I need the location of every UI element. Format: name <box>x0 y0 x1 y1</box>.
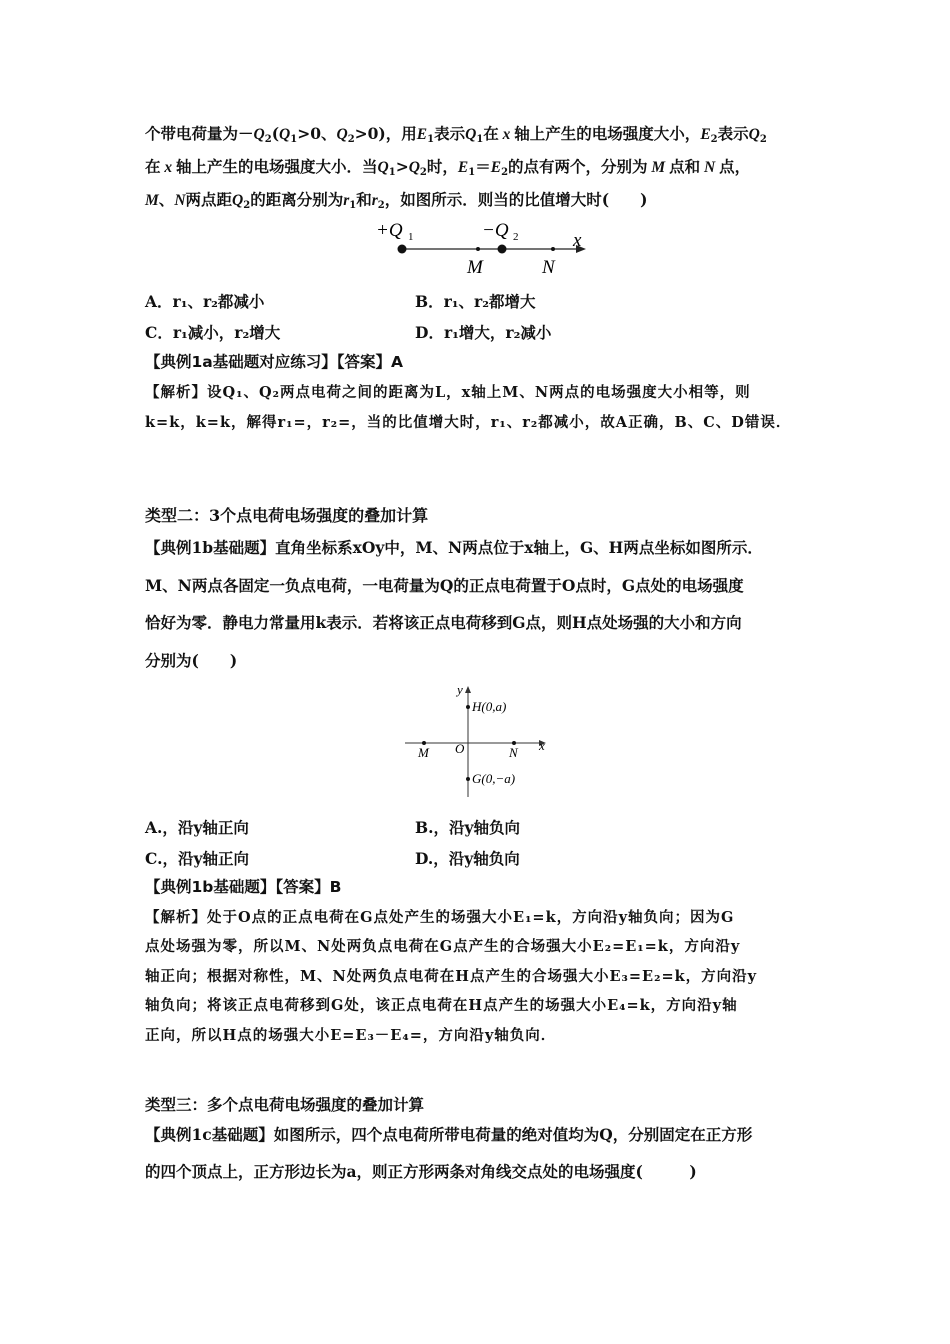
label-n: N <box>542 257 555 278</box>
text-line: 个带电荷量为$-Q_2(Q_1>0$、$Q_2>0$)，用$E_1$表示$Q_1$在 x 轴上产生的电场强度大小，$E_2$表示$Q_2$ <box>145 124 767 145</box>
text-line: M、N两点距$Q_2$的距离分别为$r_1$和$r_2$，如图所示．则当的比值增大时( ) <box>145 190 648 211</box>
analysis-line: 轴正向；根据对称性，M、N处两负点电荷在H点产生的合场强大小E₃=E₂=k，方向沿y <box>145 968 758 985</box>
analysis-line: 【解析】设Q₁、Q₂两点电荷之间的距离为L，x轴上M、N两点的电场强度大小相等，则 <box>145 384 751 401</box>
analysis-line: 【解析】处于O点的正点电荷在G点处产生的场强大小E₁=k，方向沿y轴负向；因为G <box>145 909 735 926</box>
option-a: A.，沿y轴正向 <box>145 818 249 837</box>
label-h: H(0,a) <box>472 699 507 714</box>
label-m: M <box>467 257 483 278</box>
text: 点， <box>719 157 751 176</box>
text: 表示 <box>717 124 749 143</box>
analysis-line: 轴负向；将该正点电荷移到G处，该正点电荷在H点产生的场强大小E₄=k，方向沿y轴 <box>145 997 738 1014</box>
question-line: M、N两点各固定一负点电荷，一电荷量为Q的正点电荷置于O点时，G点处的电场强度 <box>145 576 744 595</box>
option-a: A．r₁、r₂都减小 <box>145 292 265 311</box>
question-line: 分别为( ) <box>145 651 238 670</box>
text: 的距离分别为 <box>250 190 344 209</box>
text: 、 <box>158 190 175 209</box>
text: ，用 <box>385 124 417 143</box>
label-x: x <box>539 738 545 753</box>
analysis-line: 正向，所以H点的场强大小E=E₃－E₄=，方向沿y轴负向． <box>145 1027 557 1044</box>
charge-q1 <box>398 245 407 254</box>
option-b: B．r₁、r₂都增大 <box>415 292 536 311</box>
label-n: N <box>509 745 518 760</box>
text: 时， <box>426 157 458 176</box>
analysis-line: 点处场强为零，所以M、N处两负点电荷在G点产生的合场强大小E₂=E₁=k，方向沿y <box>145 938 741 955</box>
text: 个带电荷量为－ <box>145 124 254 143</box>
text: 轴上产生的电场强度大小， <box>514 124 701 143</box>
label-q1: +Q <box>376 220 403 241</box>
section-heading: 类型二：3个点电荷电场强度的叠加计算 <box>145 506 429 525</box>
point-m <box>476 247 480 251</box>
label-y: y <box>457 682 463 697</box>
point-n <box>551 247 555 251</box>
answer-line: 【典例1b基础题】【答案】B <box>145 878 342 896</box>
label-q2: −Q <box>482 220 509 241</box>
answer-line: 【典例1a基础题对应练习】【答案】A <box>145 353 403 371</box>
analysis-line: k=k，k=k，解得r₁=，r₂=，当的比值增大时，r₁、r₂都减小，故A正确，B、C、D错误． <box>145 414 792 431</box>
option-c: C．r₁减小，r₂增大 <box>145 323 281 342</box>
point-g <box>466 777 470 781</box>
question-line: 【典例1b基础题】直角坐标系xOy中，M、N两点位于x轴上，G、H两点坐标如图所示． <box>145 538 763 557</box>
label-q1-sub: 1 <box>408 231 414 243</box>
option-d: D.，沿y轴负向 <box>415 849 520 868</box>
question-line: 【典例1c基础题】如图所示，四个点电荷所带电荷量的绝对值均为Q，分别固定在正方形 <box>145 1125 753 1144</box>
question-line: 的四个顶点上，正方形边长为a，则正方形两条对角线交点处的电场强度( ) <box>145 1162 697 1181</box>
text: 的点有两个，分别为 <box>508 157 648 176</box>
label-m: M <box>418 745 429 760</box>
option-d: D．r₁增大，r₂减小 <box>415 323 552 342</box>
coordinate-figure <box>400 680 560 805</box>
label-g: G(0,−a) <box>472 771 516 786</box>
point-h <box>466 705 470 709</box>
text-line: 在 x 轴上产生的电场强度大小．当$Q_1>Q_2$时，$E_1=E_2$的点有两个，分别为 M 点和 N 点， <box>145 157 751 178</box>
text: 在 <box>145 157 161 176</box>
label-q2-sub: 2 <box>513 231 519 243</box>
option-c: C.，沿y轴正向 <box>145 849 249 868</box>
text: ，如图所示．则当的比值增大时( ) <box>384 190 648 209</box>
section-heading: 类型三：多个点电荷电场强度的叠加计算 <box>145 1095 425 1114</box>
label-o: O <box>455 741 465 756</box>
label-x: x <box>573 230 582 251</box>
y-arrow-icon <box>465 686 471 693</box>
question-line: 恰好为零．静电力常量用k表示．若将该正点电荷移到G点，则H点处场强的大小和方向 <box>145 613 742 632</box>
text: 轴上产生的电场强度大小．当 <box>176 157 378 176</box>
text: 和 <box>356 190 372 209</box>
charge-q2 <box>498 245 507 254</box>
charge-axis-figure <box>370 215 600 280</box>
text: 在 <box>483 124 499 143</box>
text: 表示 <box>434 124 466 143</box>
option-b: B.，沿y轴负向 <box>415 818 521 837</box>
text: 两点距 <box>185 190 233 209</box>
text: 点和 <box>669 157 701 176</box>
